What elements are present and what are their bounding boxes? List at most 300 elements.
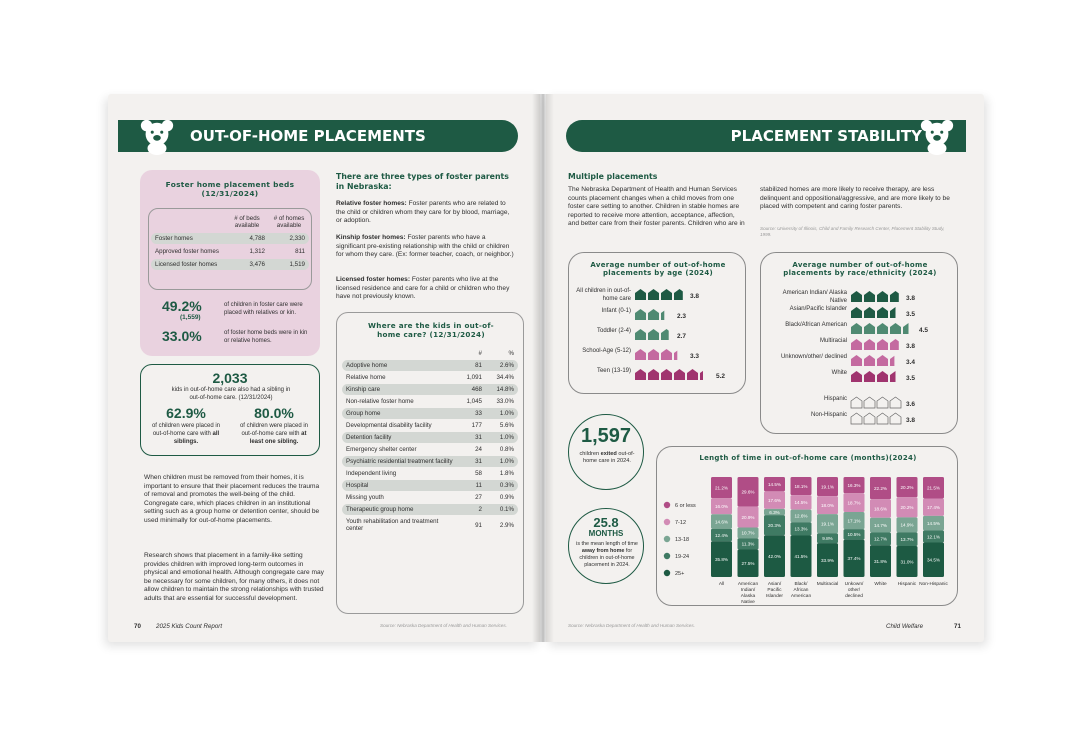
- placement-label: Independent living: [346, 470, 397, 477]
- open-book: [108, 88, 984, 648]
- stat-kin-beds-value: 33.0%: [162, 328, 202, 344]
- placement-pct: 1.0%: [486, 432, 518, 443]
- all-siblings-value: 62.9%: [166, 405, 206, 421]
- placement-pct: 5.6%: [499, 422, 514, 429]
- bar-value-label: 17.6%: [767, 497, 782, 503]
- table-row: [342, 468, 518, 479]
- table-row: [342, 492, 518, 503]
- category-label: Indian/: [740, 588, 756, 593]
- house-row-label: Hispanic: [823, 396, 847, 402]
- category-label: Alaska: [740, 594, 756, 599]
- sibling-text: kids in out-of-home care also had a sibling in out-of-home care. (12/31/2024): [171, 387, 291, 401]
- house-row-value: 3.4: [906, 359, 916, 366]
- right-header-bar: [566, 120, 966, 152]
- table-row: [342, 420, 518, 431]
- placement-label: Kinship care: [342, 384, 460, 395]
- placement-pct: 2.6%: [486, 360, 518, 371]
- table-row: [342, 384, 518, 395]
- stat-kin-beds-text: of foster home beds were in kin or relative homes.: [224, 330, 308, 344]
- house-icon: [890, 323, 901, 334]
- bar-value-label: 14.7%: [873, 522, 888, 528]
- bar-value-label: 14.6%: [714, 519, 729, 525]
- placement-label: Emergency shelter center: [346, 446, 417, 453]
- bar-value-label: 13.7%: [900, 536, 914, 542]
- left-source: Source: Nebraska Department of Health and Human Services.: [380, 623, 507, 628]
- house-row-label: American Indian/ Alaska Native: [782, 290, 847, 304]
- bar-value-label: 12.6%: [794, 513, 808, 519]
- house-icon: [635, 309, 646, 320]
- placement-label: Developmental disability facility: [346, 422, 432, 429]
- house-icon: [864, 397, 875, 408]
- legend-label: 25+: [675, 571, 685, 578]
- legend-label: 13-18: [675, 537, 690, 544]
- category-label: White: [874, 582, 887, 587]
- bar-value-label: 18.0%: [820, 502, 835, 508]
- house-row-value: 3.6: [906, 401, 916, 408]
- house-icon: [903, 323, 914, 334]
- bar-value-label: 41.5%: [794, 554, 808, 560]
- bar-value-label: 21.5%: [926, 485, 941, 491]
- legend-label: 7-12: [675, 520, 687, 527]
- house-icon: [890, 397, 901, 408]
- house-row: [569, 327, 747, 347]
- house-icons: [851, 339, 931, 351]
- placement-pct: 0.9%: [499, 494, 514, 501]
- placement-count: 2: [460, 504, 486, 515]
- multiple-placements-text-2: stabilized homes are more likely to receive therapy, are less delinquent and oppositional/aggressive, and are more likely to be placed with competent and caring foster parents.: [760, 186, 950, 211]
- house-row-label: All children in out-of-home care: [576, 288, 631, 302]
- multiple-placements-text-1: The Nebraska Department of Health and Human Services counts placement changes when a child moves from one foster care setting to another. Children in stable homes are reported to receive more attention, acceptance, affection, and better care from their foster parents. Children who are in: [568, 186, 745, 228]
- table-row: [342, 516, 518, 534]
- bar-value-label: 9.8%: [822, 535, 833, 541]
- placement-pct: 34.4%: [496, 374, 514, 381]
- house-row-value: 4.5: [919, 327, 929, 334]
- left-page: [108, 94, 540, 642]
- foster-types-title: There are three types of foster parents in Nebraska:: [336, 172, 509, 192]
- house-icon: [674, 289, 685, 300]
- bar-value-label: 12.1%: [926, 534, 941, 540]
- house-icon: [635, 329, 646, 340]
- placement-pct: 1.0%: [486, 456, 518, 467]
- bar-value-label: 12.7%: [873, 536, 888, 542]
- house-row: [761, 337, 959, 353]
- house-row: [761, 395, 959, 411]
- category-label: Native: [741, 600, 755, 605]
- house-icon: [851, 413, 862, 424]
- house-row-value: 3.8: [906, 417, 916, 424]
- house-icon: [890, 413, 901, 424]
- bar-value-label: 19.1%: [820, 484, 835, 490]
- length-of-time-box: [656, 446, 958, 606]
- bar-value-label: 20.2%: [900, 484, 914, 490]
- house-icon: [864, 307, 875, 318]
- placement-count: 177: [471, 422, 482, 429]
- house-row: [761, 369, 959, 385]
- category-label: Asian/: [767, 582, 782, 587]
- legend-swatch: [664, 570, 670, 576]
- teddy-bear-icon: [918, 117, 956, 155]
- bar-value-label: 42.0%: [767, 553, 782, 559]
- house-row-value: 3.5: [906, 375, 916, 382]
- placement-count: 31: [460, 456, 486, 467]
- placement-col-pct: %: [508, 350, 514, 357]
- stat-relatives-sub: (1,559): [180, 314, 201, 321]
- placement-label: Missing youth: [346, 494, 384, 501]
- placement-count: 31: [460, 432, 486, 443]
- house-icon: [864, 355, 875, 366]
- bar-value-label: 20.2%: [900, 505, 914, 511]
- placement-label: Youth rehabilitation and treatment center: [346, 518, 439, 532]
- right-page: [546, 94, 984, 642]
- house-row: [761, 321, 959, 337]
- table-row: Licensed foster homes 3,476 1,519: [151, 259, 309, 270]
- bar-value-label: 14.5%: [794, 500, 808, 506]
- house-row-value: 3.3: [690, 353, 700, 360]
- house-row-label: School-Age (5-12): [582, 348, 631, 354]
- teddy-bear-icon: [138, 117, 176, 155]
- placement-label: Psychiatric residential treatment facility: [342, 456, 460, 467]
- months-circle: [568, 508, 644, 584]
- placement-count: 58: [475, 470, 482, 477]
- placement-label: Hospital: [342, 480, 460, 491]
- house-icon: [851, 397, 862, 408]
- house-icon: [864, 323, 875, 334]
- bar-value-label: 14.5%: [926, 520, 941, 526]
- house-icon: [890, 371, 901, 382]
- house-row: [569, 347, 747, 367]
- table-row: [342, 504, 518, 515]
- house-icon: [648, 369, 659, 380]
- legend-label: 19-24: [675, 554, 690, 561]
- foster-beds-col1: # of beds available: [234, 215, 260, 229]
- house-icon: [661, 309, 672, 320]
- left-header-title: OUT-OF-HOME PLACEMENTS: [190, 127, 426, 145]
- months-unit: MONTHS: [588, 529, 624, 538]
- table-row: [342, 408, 518, 419]
- table-row: [342, 372, 518, 383]
- house-icon: [890, 291, 901, 302]
- house-row: [761, 411, 959, 427]
- months-text: is the mean length of time away from home for children in out-of-home placement in 2024.: [576, 541, 638, 569]
- house-icon: [674, 349, 685, 360]
- house-icon: [648, 329, 659, 340]
- placement-col-count: #: [478, 350, 482, 357]
- placement-label: Relative home: [346, 374, 386, 381]
- house-row-value: 3.8: [906, 343, 916, 350]
- foster-type-kinship: Kinship foster homes: Foster parents who have a significant pre-existing relationship with the child or children for whom they care. (Ex: former teacher, coach, or neighbor.): [336, 234, 514, 259]
- house-row-value: 2.7: [677, 333, 687, 340]
- category-label: Non-Hispanic: [919, 582, 948, 587]
- race-placements-box: [760, 252, 958, 434]
- bar-value-label: 29.6%: [741, 489, 755, 495]
- right-footer: Child Welfare: [886, 623, 924, 630]
- placement-type-table: [342, 347, 518, 535]
- house-icons: [851, 371, 931, 383]
- table-row: [342, 396, 518, 407]
- house-icon: [851, 355, 862, 366]
- house-row-value: 3.8: [906, 295, 916, 302]
- book-spine: [532, 94, 554, 642]
- table-row: [342, 456, 518, 467]
- house-icon: [661, 289, 672, 300]
- bar-value-label: 34.5%: [926, 557, 941, 563]
- placement-label: Therapeutic group home: [342, 504, 460, 515]
- placement-label: Detention facility: [342, 432, 460, 443]
- house-icon: [648, 349, 659, 360]
- house-row-value: 3.5: [906, 311, 916, 318]
- house-row-value: 5.2: [716, 373, 726, 380]
- house-icon: [661, 349, 672, 360]
- placement-count: 1,045: [466, 398, 482, 405]
- house-row: [569, 367, 747, 387]
- house-icon: [877, 397, 888, 408]
- house-icons: [851, 355, 931, 367]
- placement-count: 24: [475, 446, 482, 453]
- body-paragraph-2: Research shows that placement in a family-like setting provides children with improved long-term outcomes in physical and emotional health. Although congregate care may be necessary for some children, for many others, it does not allow children to maintain the strong relationships with trusted adults that are essential for successful development.: [144, 552, 324, 602]
- left-page-number: 70: [134, 623, 141, 630]
- house-icon: [851, 371, 862, 382]
- bar-value-label: 20.9%: [741, 514, 755, 520]
- placement-label: Adoptive home: [342, 360, 460, 371]
- bar-value-label: 20.3%: [767, 523, 782, 529]
- placement-col-blank: [342, 348, 460, 359]
- right-header-title: PLACEMENT STABILITY: [730, 127, 922, 145]
- house-icon: [851, 291, 862, 302]
- foster-beds-title: Foster home placement beds (12/31/2024): [165, 180, 295, 198]
- house-icon: [635, 369, 646, 380]
- house-icon: [890, 355, 901, 366]
- bar-value-label: 19.1%: [820, 521, 835, 527]
- placement-count: 91: [475, 521, 482, 529]
- house-icons: [851, 291, 931, 303]
- placement-pct: 0.8%: [499, 446, 514, 453]
- category-label: Multiracial: [816, 582, 839, 587]
- house-icons: [851, 307, 931, 319]
- length-of-time-title: Length of time in out-of-home care (months)(2024): [699, 454, 917, 462]
- bar-value-label: 31.0%: [900, 559, 914, 565]
- house-icon: [687, 369, 698, 380]
- exited-value: 1,597: [580, 425, 632, 447]
- house-icon: [851, 339, 862, 350]
- house-icons: [635, 369, 726, 381]
- house-icons: [851, 413, 931, 425]
- bar-value-label: 21.2%: [714, 485, 729, 491]
- placement-pct: 0.3%: [486, 480, 518, 491]
- house-icon: [877, 355, 888, 366]
- bar-value-label: 31.8%: [873, 558, 888, 564]
- category-label: Pacific: [767, 588, 782, 593]
- one-sibling-text: of children were placed in out-of-home care with at least one sibling.: [239, 423, 309, 445]
- house-icon: [661, 329, 672, 340]
- table-row: Approved foster homes 1,312 811: [155, 248, 305, 255]
- length-of-time-chart: [657, 465, 957, 605]
- house-icon: [864, 371, 875, 382]
- legend-swatch: [664, 502, 670, 508]
- house-row: [761, 305, 959, 321]
- category-label: Black/: [794, 582, 808, 587]
- bar-value-label: 27.5%: [741, 561, 755, 567]
- placement-count: 1,091: [466, 374, 482, 381]
- house-row-value: 3.8: [690, 293, 700, 300]
- bar-value-label: 18.7%: [847, 500, 861, 506]
- table-row: [342, 480, 518, 491]
- bar-value-label: 17.1%: [847, 518, 861, 524]
- house-row-label: Infant (0-1): [601, 308, 631, 314]
- bar-value-label: 10.7%: [741, 530, 755, 536]
- house-icon: [635, 289, 646, 300]
- exited-text: children exited out-of-home care in 2024.: [579, 451, 635, 465]
- sibling-value: 2,033: [212, 370, 248, 386]
- category-label: Islander: [765, 594, 784, 599]
- multiple-placements-source: Source: University of Illinois, Child and Family Research Center, Placement Stability Study, 1999.: [760, 226, 945, 237]
- bar-value-label: 33.9%: [820, 557, 835, 563]
- category-label: declined: [845, 594, 863, 599]
- house-row-label: Non-Hispanic: [810, 412, 847, 418]
- house-icon: [877, 323, 888, 334]
- placement-count: 81: [460, 360, 486, 371]
- house-row: [761, 289, 959, 305]
- house-row-label: Toddler (2-4): [596, 328, 631, 334]
- house-icon: [877, 307, 888, 318]
- house-icon: [877, 413, 888, 424]
- placement-label: Group home: [342, 408, 460, 419]
- bar-value-label: 37.4%: [847, 556, 861, 562]
- house-icon: [648, 309, 659, 320]
- sibling-box: [140, 364, 320, 456]
- placement-pct: 1.8%: [499, 470, 514, 477]
- house-icon: [890, 339, 901, 350]
- house-icon: [890, 307, 901, 318]
- left-header-bar: [118, 120, 518, 152]
- house-icons: [635, 349, 715, 361]
- foster-type-relative: Relative foster homes: Foster parents who are related to the child or children whom they care for by blood, marriage, or adoption.: [336, 200, 510, 225]
- placement-pct: 1.0%: [486, 408, 518, 419]
- house-row-value: 2.3: [677, 313, 687, 320]
- house-row-label: Multiracial: [819, 338, 847, 344]
- foster-beds-table: [151, 211, 309, 272]
- placement-type-title: Where are the kids in out-of-home care? (12/31/2024): [368, 321, 494, 339]
- house-row-label: White: [831, 370, 847, 376]
- placement-label: Non-relative foster home: [346, 398, 414, 405]
- placement-count: 33: [460, 408, 486, 419]
- house-icon: [700, 369, 711, 380]
- house-row: [569, 307, 747, 327]
- age-placements-box: [568, 252, 746, 394]
- category-label: Unkown/: [844, 582, 864, 587]
- house-icon: [635, 349, 646, 360]
- house-icon: [877, 339, 888, 350]
- house-icon: [674, 369, 685, 380]
- placement-count: 11: [460, 480, 486, 491]
- placement-type-box: [336, 312, 524, 614]
- bar-value-label: 14.9%: [900, 522, 914, 528]
- table-row: [342, 360, 518, 371]
- bar-value-label: 35.8%: [714, 556, 729, 562]
- category-label: American: [790, 594, 812, 599]
- foster-type-licensed: Licensed foster homes: Foster parents who live at the licensed residence and care for a child or children who they have not previously known.: [336, 276, 510, 301]
- house-icon: [877, 291, 888, 302]
- bar-value-label: 11.3%: [741, 541, 755, 547]
- bar-value-label: 17.4%: [926, 505, 941, 510]
- foster-beds-box: [140, 170, 320, 356]
- placement-count: 468: [460, 384, 486, 395]
- category-label: American: [737, 582, 759, 587]
- house-icon: [864, 339, 875, 350]
- age-placements-title: Average number of out-of-home placements by age (2024): [590, 261, 726, 277]
- house-icon: [864, 291, 875, 302]
- house-row: [761, 353, 959, 369]
- category-label: All: [718, 582, 725, 587]
- right-page-number: 71: [954, 623, 961, 630]
- bar-value-label: 22.2%: [873, 485, 888, 491]
- house-icon: [648, 289, 659, 300]
- house-icons: [851, 397, 931, 409]
- bar-value-label: 18.6%: [873, 506, 888, 512]
- legend-swatch: [664, 536, 670, 542]
- house-icons: [635, 309, 715, 321]
- legend-swatch: [664, 553, 670, 559]
- bar-value-label: 6.3%: [769, 509, 780, 515]
- placement-pct: 14.8%: [486, 384, 518, 395]
- body-paragraph-1: When children must be removed from their homes, it is important to ensure that their placement reduces the trauma of removal and promotes the well-being of the child. Congregate care, which places children in an institutional setting such as a group home or detention center, should be used minimally for out-of-home placements.: [144, 474, 320, 524]
- category-label: Hispanic: [897, 582, 917, 587]
- house-row-label: Unknown/other/ declined: [780, 354, 847, 360]
- exited-circle: [568, 414, 644, 490]
- legend-swatch: [664, 519, 670, 525]
- house-icon: [661, 369, 672, 380]
- house-icons: [635, 289, 715, 301]
- house-icon: [877, 371, 888, 382]
- bar-value-label: 10.5%: [847, 532, 861, 538]
- house-icons: [635, 329, 715, 341]
- house-row-label: Asian/Pacific Islander: [789, 306, 847, 312]
- house-row-label: Black/African American: [785, 322, 847, 328]
- category-label: African: [793, 588, 809, 593]
- foster-beds-table-frame: [148, 208, 312, 290]
- placement-count: 27: [475, 494, 482, 501]
- bar-value-label: 12.4%: [714, 532, 729, 538]
- all-siblings-text: of children were placed in out-of-home care with all siblings.: [151, 423, 221, 445]
- one-sibling-value: 80.0%: [254, 405, 294, 421]
- placement-pct: 33.0%: [496, 398, 514, 405]
- house-row: [569, 287, 747, 307]
- category-label: other/: [847, 588, 861, 593]
- foster-beds-col-blank: [151, 213, 225, 231]
- right-source: Source: Nebraska Department of Health and Human Services.: [568, 623, 695, 628]
- foster-beds-col2: # of homes available: [273, 215, 305, 229]
- house-icon: [851, 307, 862, 318]
- placement-pct: 2.9%: [499, 521, 514, 529]
- stat-relatives-value: 49.2%: [162, 298, 202, 314]
- table-row: Foster homes 4,788 2,330: [151, 233, 309, 244]
- table-row: [342, 432, 518, 443]
- house-icons: [851, 323, 931, 335]
- race-placements-title: Average number of out-of-home placements by race/ethnicity (2024): [783, 261, 937, 277]
- bar-value-label: 18.1%: [794, 483, 808, 489]
- bar-value-label: 14.5%: [767, 481, 782, 487]
- left-footer: 2025 Kids Count Report: [156, 623, 223, 630]
- multiple-placements-title: Multiple placements: [568, 172, 658, 181]
- legend-label: 6 or less: [675, 503, 696, 510]
- bar-value-label: 16.0%: [714, 504, 729, 509]
- house-icon: [864, 413, 875, 424]
- house-icon: [851, 323, 862, 334]
- stat-relatives-text: of children in foster care were placed with relatives or kin.: [224, 302, 303, 316]
- table-row: [342, 444, 518, 455]
- bar-value-label: 16.3%: [847, 482, 861, 488]
- months-value: 25.8: [593, 515, 619, 530]
- house-row-label: Teen (13-19): [596, 368, 631, 374]
